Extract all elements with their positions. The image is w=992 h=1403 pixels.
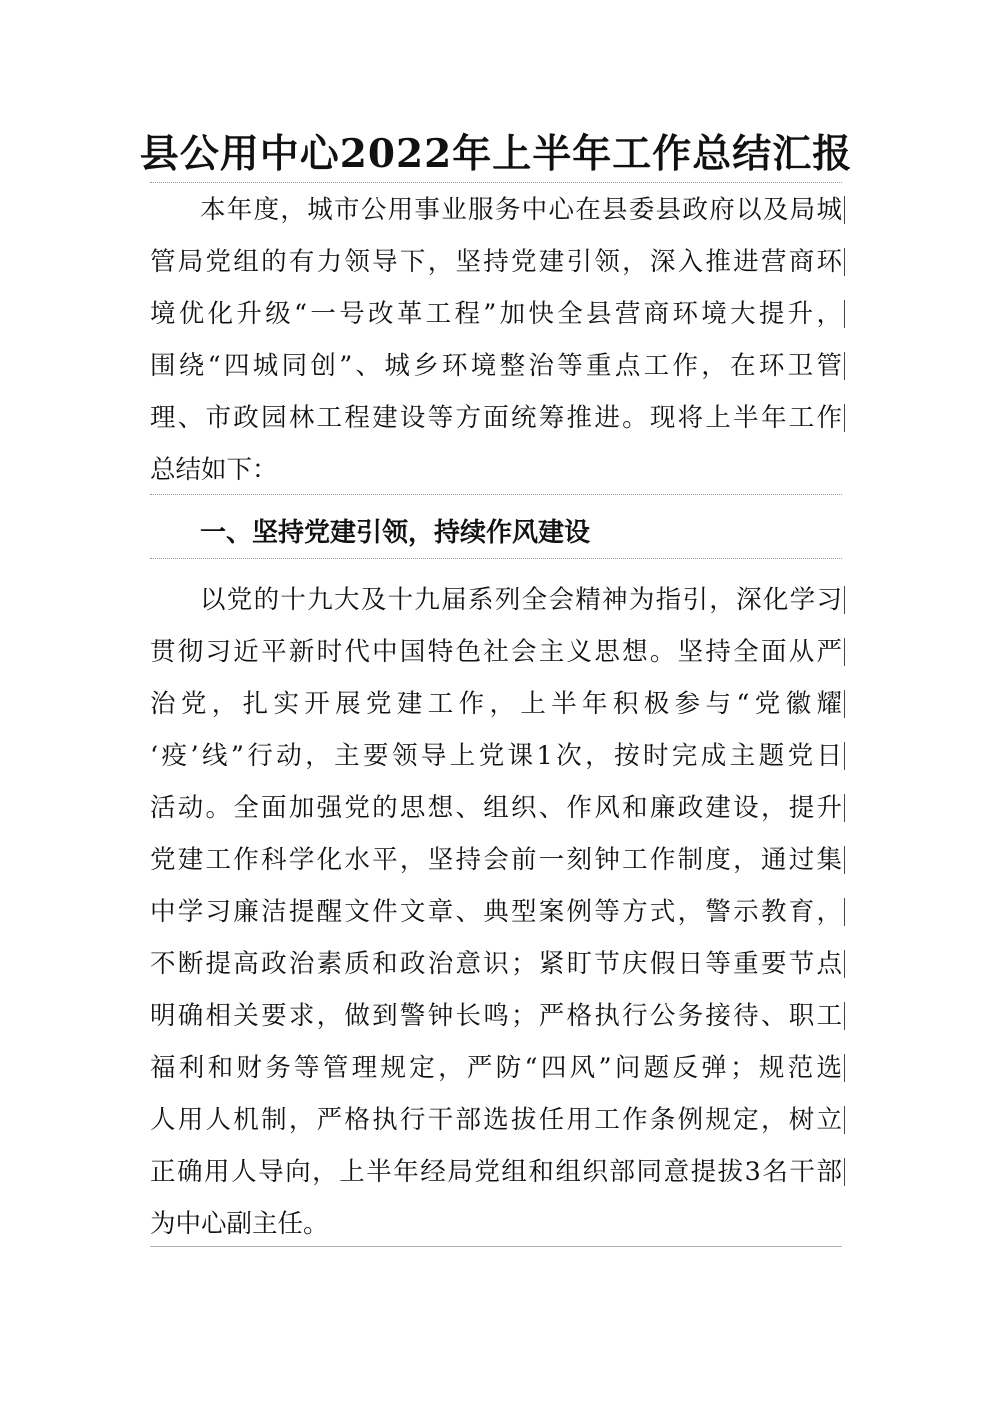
paragraph-line: 治党，扎实开展党建工作，上半年积极参与“党徽耀: [150, 689, 842, 719]
margin-bar: [844, 1158, 845, 1186]
paragraph-line: 正确用人导向，上半年经局党组和组织部同意提拔3名干部: [150, 1157, 842, 1187]
margin-bar: [844, 300, 845, 328]
margin-bar: [844, 1002, 845, 1030]
margin-bar: [844, 638, 845, 666]
margin-bar: [844, 196, 845, 224]
section-divider: [150, 494, 842, 495]
paragraph-line: 党建工作科学化水平，坚持会前一刻钟工作制度，通过集: [150, 845, 842, 875]
paragraph-line: 本年度，城市公用事业服务中心在县委县政府以及局城: [200, 195, 842, 225]
paragraph-line: 为中心副主任。: [150, 1209, 329, 1239]
margin-bar: [844, 690, 845, 718]
margin-bar: [844, 248, 845, 276]
paragraph-line: 以党的十九大及十九届系列全会精神为指引，深化学习: [200, 585, 842, 615]
margin-bar: [844, 742, 845, 770]
paragraph-line: 不断提高政治素质和政治意识；紧盯节庆假日等重要节点: [150, 949, 842, 979]
page-bottom-divider: [150, 1246, 842, 1247]
section1-paragraph: [150, 574, 842, 1250]
margin-bar: [844, 794, 845, 822]
paragraph-line: 人用人机制，严格执行干部选拔任用工作条例规定，树立: [150, 1105, 842, 1135]
margin-bar: [844, 898, 845, 926]
paragraph-line: 活动。全面加强党的思想、组织、作风和廉政建设，提升: [150, 793, 842, 823]
paragraph-line: 中学习廉洁提醒文件文章、典型案例等方式，警示教育，: [150, 897, 842, 927]
paragraph-line: 贯彻习近平新时代中国特色社会主义思想。坚持全面从严: [150, 637, 842, 667]
intro-paragraph: [150, 184, 842, 496]
margin-bar: [844, 404, 845, 432]
margin-bar: [844, 1106, 845, 1134]
paragraph-line: 福利和财务等管理规定，严防“四风”问题反弹；规范选: [150, 1053, 842, 1083]
margin-bar: [844, 846, 845, 874]
margin-bar: [844, 950, 845, 978]
title-divider: [150, 182, 842, 183]
section-divider: [150, 558, 842, 559]
margin-bar: [844, 352, 845, 380]
margin-bar: [844, 586, 845, 614]
paragraph-line: 理、市政园林工程建设等方面统筹推进。现将上半年工作: [150, 403, 842, 433]
paragraph-line: 管局党组的有力领导下，坚持党建引领，深入推进营商环: [150, 247, 842, 277]
margin-bar: [844, 1054, 845, 1082]
paragraph-line: ‘疫’线”行动，主要领导上党课1次，按时完成主题党日: [150, 741, 842, 771]
section-heading: 一、坚持党建引领，持续作风建设: [200, 518, 591, 548]
paragraph-line: 明确相关要求，做到警钟长鸣；严格执行公务接待、职工: [150, 1001, 842, 1031]
paragraph-line: 围绕“四城同创”、城乡环境整治等重点工作，在环卫管: [150, 351, 842, 381]
paragraph-line: 总结如下：: [150, 455, 278, 485]
paragraph-line: 境优化升级“一号改革工程”加快全县营商环境大提升，: [150, 299, 842, 329]
document-title: 县公用中心2022年上半年工作总结汇报: [139, 131, 853, 177]
